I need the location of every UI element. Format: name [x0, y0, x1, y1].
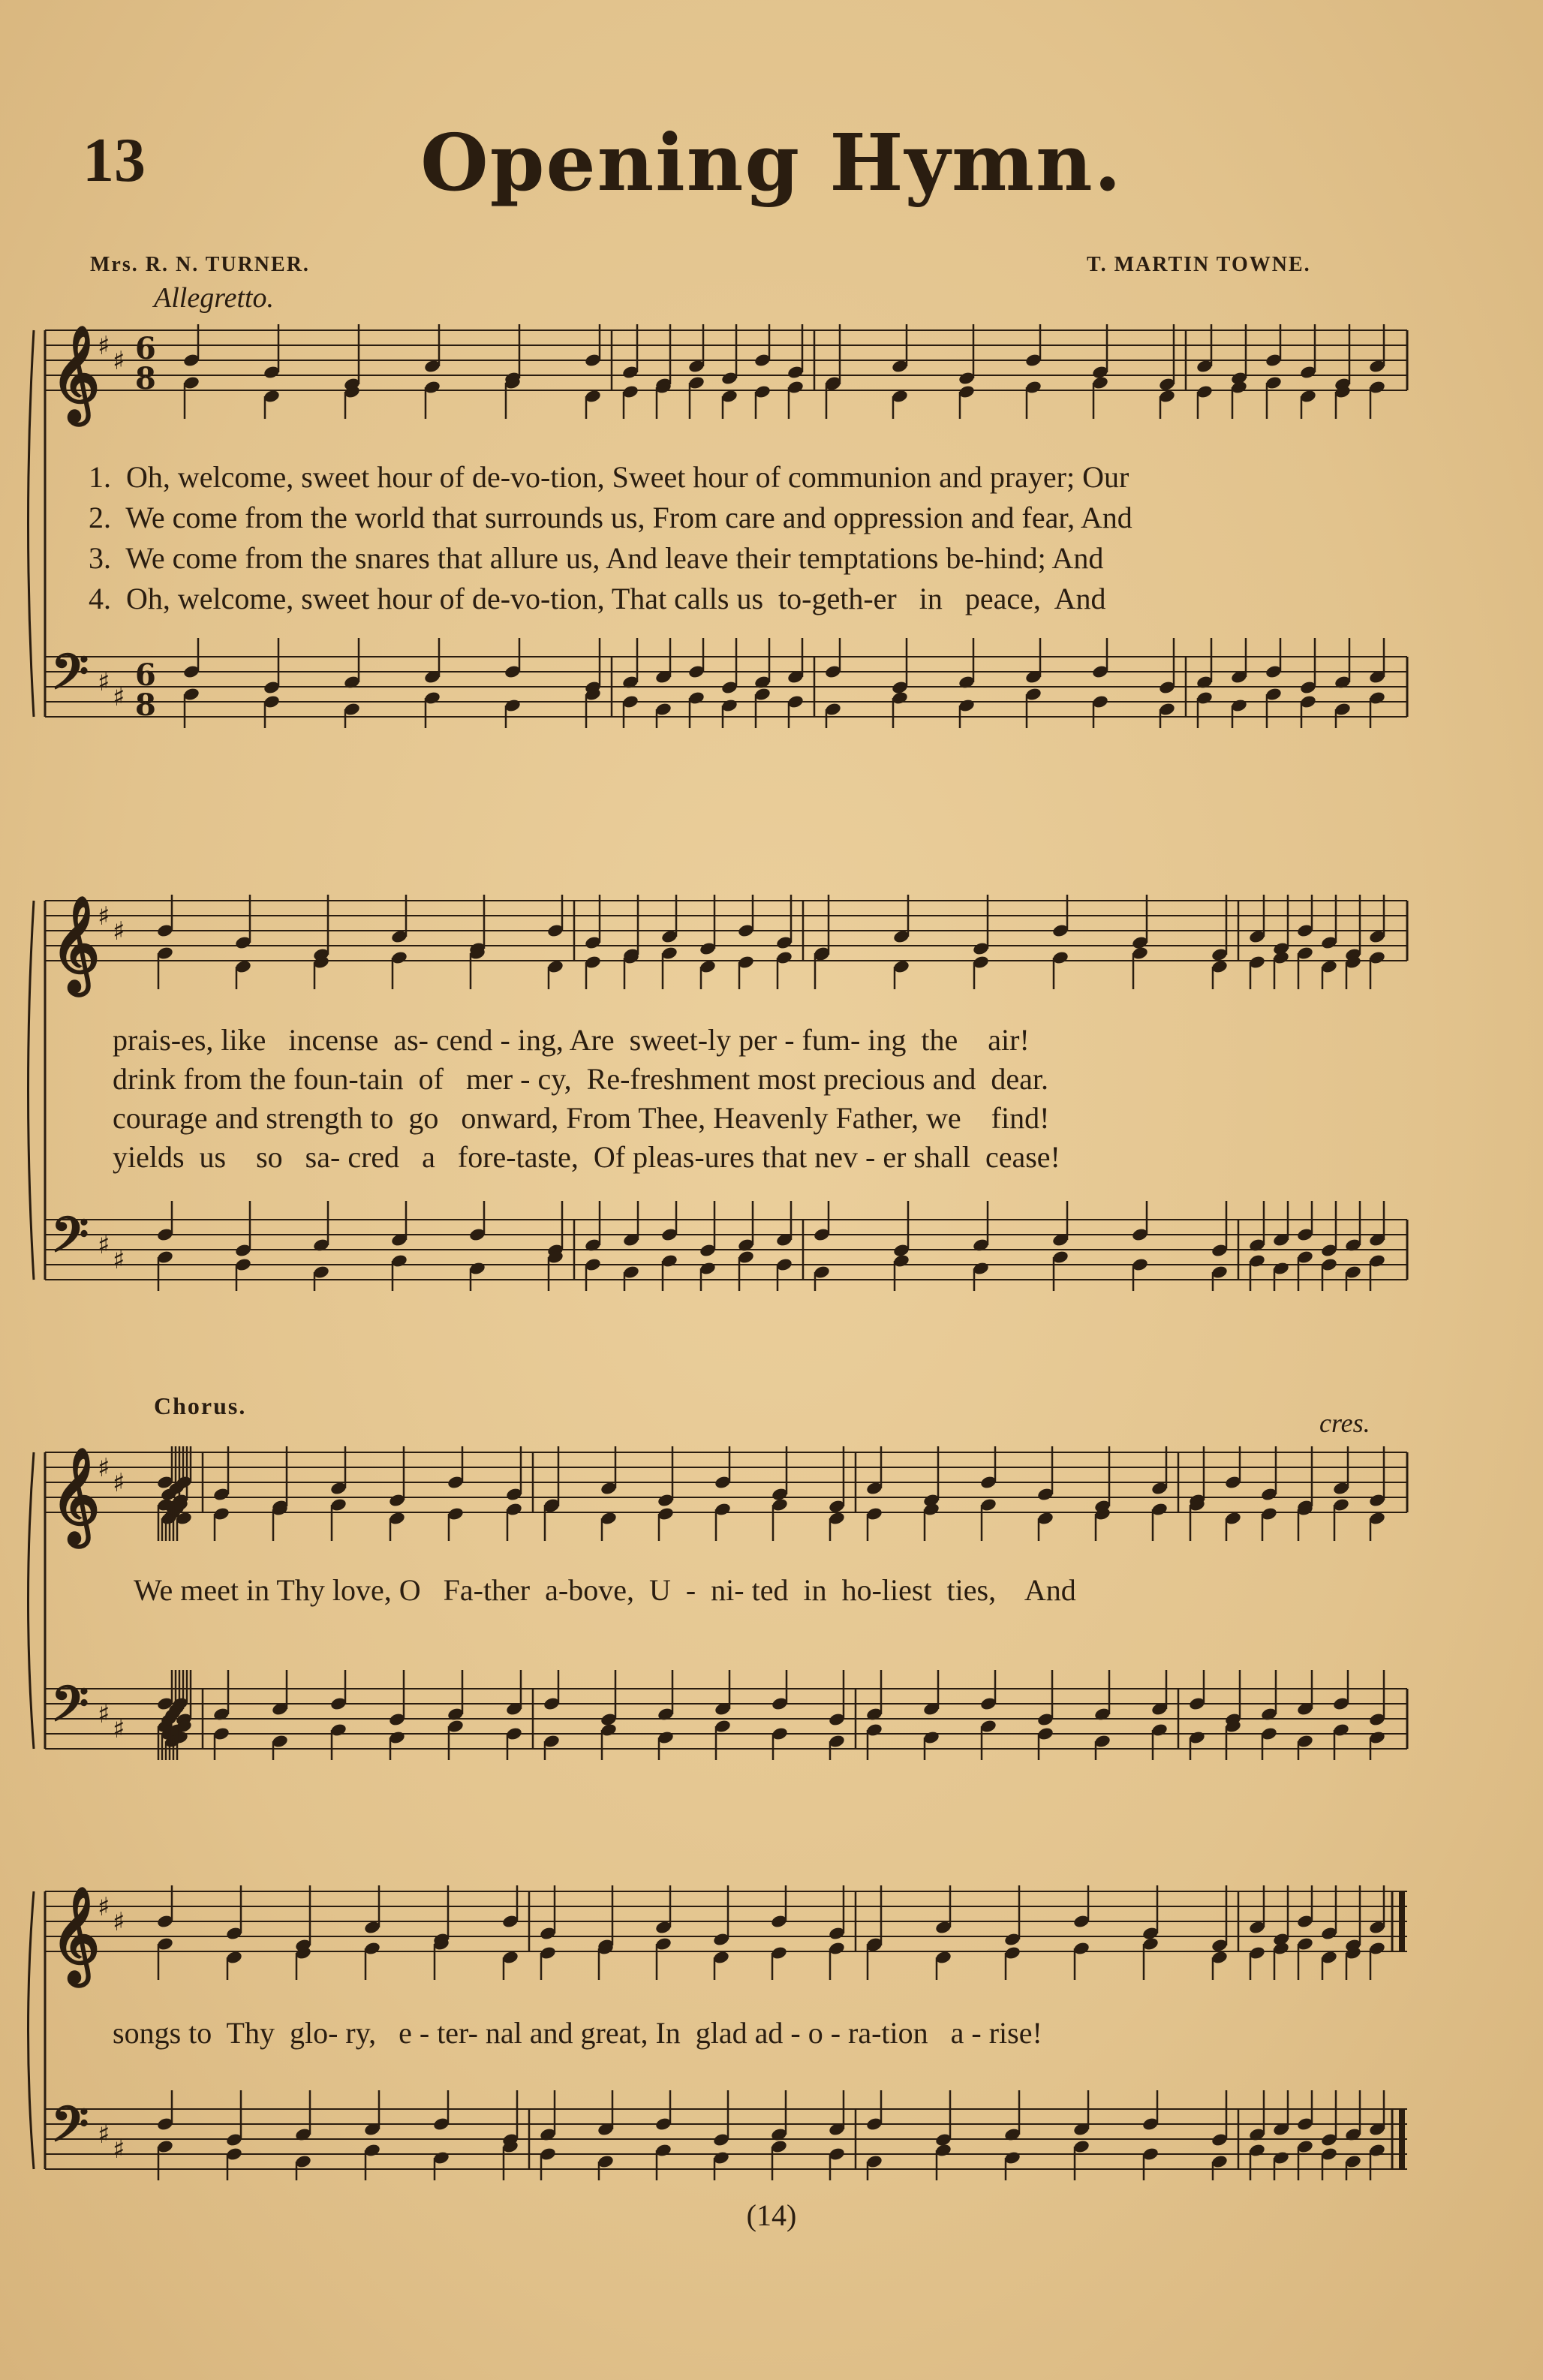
chorus-lyric-2: songs to Thy glo- ry, e - ter- nal and great, In glad ad - o - ra-tion a - rise!: [113, 2016, 1042, 2050]
time-signature-top: 6: [135, 657, 156, 693]
time-signature-bottom: 8: [135, 688, 156, 723]
bass-clef: 𝄢: [51, 644, 89, 712]
system-brace: [29, 1891, 35, 2169]
chorus-lyric-1: We meet in Thy love, O Fa-ther a-bove, U - ni- ted in ho-liest ties, And: [134, 1573, 1076, 1607]
system-brace: [29, 330, 35, 717]
key-sharp: ♯: [113, 1245, 125, 1275]
page-number: (14): [746, 2198, 797, 2232]
hymn-title: Opening Hymn.: [420, 116, 1123, 209]
key-sharp: ♯: [113, 346, 125, 376]
verse-2-continuation: drink from the foun-tain of mer - cy, Re-freshment most precious and dear.: [113, 1062, 1049, 1096]
composer-credit: T. MARTIN TOWNE.: [1087, 253, 1311, 276]
system-brace: [29, 901, 35, 1280]
key-sharp: ♯: [98, 1230, 110, 1260]
tempo-marking: Allegretto.: [154, 282, 275, 314]
key-sharp: ♯: [113, 682, 125, 712]
bass-clef: 𝄢: [51, 1676, 89, 1744]
system-brace: [29, 1452, 35, 1749]
key-sharp: ♯: [98, 2120, 110, 2150]
key-sharp: ♯: [98, 331, 110, 361]
verse-4-line: 4. Oh, welcome, sweet hour of de-vo-tion, That calls us to-geth-er in peace, And: [89, 582, 1106, 615]
key-sharp: ♯: [98, 1892, 110, 1922]
key-sharp: ♯: [113, 1907, 125, 1937]
bass-clef: 𝄢: [51, 1207, 89, 1275]
key-sharp: ♯: [113, 1468, 125, 1498]
treble-clef: 𝄞: [51, 324, 101, 421]
lyricist-credit: Mrs. R. N. TURNER.: [90, 253, 310, 276]
treble-clef: 𝄞: [51, 895, 101, 991]
verse-2-line: 2. We come from the world that surrounds us, From care and oppression and fear, And: [89, 501, 1132, 534]
bass-clef: 𝄢: [51, 2096, 89, 2165]
treble-clef: 𝄞: [51, 1446, 101, 1543]
hymn-number: 13: [83, 125, 146, 195]
verse-3-line: 3. We come from the snares that allure us, And leave their temptations be-hind; And: [89, 541, 1104, 575]
chorus-label: Chorus.: [154, 1392, 247, 1419]
key-sharp: ♯: [113, 1714, 125, 1744]
key-sharp: ♯: [113, 916, 125, 946]
treble-clef: 𝄞: [51, 1885, 101, 1982]
key-sharp: ♯: [98, 667, 110, 697]
key-sharp: ♯: [98, 1453, 110, 1483]
verse-1-line: 1. Oh, welcome, sweet hour of de-vo-tion, Sweet hour of communion and prayer; Our: [89, 460, 1129, 494]
key-sharp: ♯: [98, 901, 110, 931]
key-sharp: ♯: [98, 1699, 110, 1729]
verse-4-continuation: yields us so sa- cred a fore-taste, Of pleas-ures that nev - er shall cease!: [113, 1140, 1060, 1174]
key-sharp: ♯: [113, 2135, 125, 2165]
verse-1-continuation: prais-es, like incense as- cend - ing, Are sweet-ly per - fum- ing the air!: [113, 1023, 1030, 1057]
dynamic-marking: cres.: [1319, 1408, 1370, 1438]
time-signature-bottom: 8: [135, 361, 156, 396]
verse-3-continuation: courage and strength to go onward, From Thee, Heavenly Father, we find!: [113, 1101, 1050, 1135]
time-signature-top: 6: [135, 331, 156, 366]
